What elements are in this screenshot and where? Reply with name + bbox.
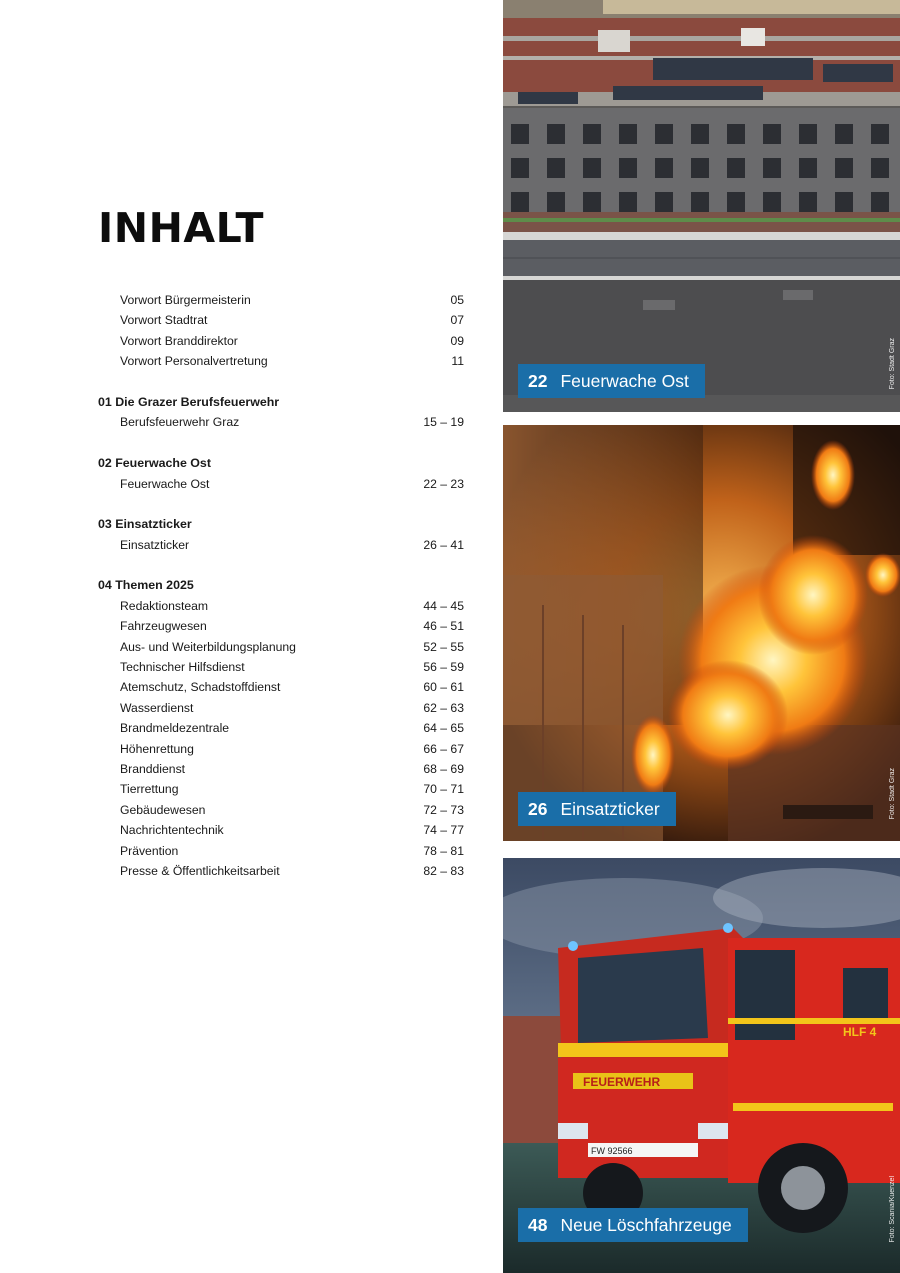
building-window [547,192,565,212]
toc-entry[interactable] [98,310,464,330]
toc-section [98,392,464,433]
toc-entry[interactable] [98,739,464,759]
building-window [835,192,853,212]
feature-page-number: 26 [528,798,548,819]
toc-entry-label: Tierrettung [120,782,179,797]
toc-entry-pages: 64 – 65 [423,721,464,736]
toc-entry[interactable] [98,698,464,718]
toc-entry[interactable] [98,718,464,738]
building-window [763,192,781,212]
toc-entry[interactable] [98,535,464,555]
toc-entry[interactable] [98,616,464,636]
table-of-contents [98,290,464,881]
toc-entry-pages: 74 – 77 [423,823,464,838]
building-window [511,158,529,178]
building-window [583,124,601,144]
building-window [511,124,529,144]
building-window [763,124,781,144]
toc-section-heading[interactable]: 03 Einsatzticker [98,517,192,532]
building-window [835,124,853,144]
toc-entry[interactable] [98,759,464,779]
building-window [727,192,745,212]
photo-credit: Foto: Stadt Graz [889,338,896,390]
toc-entry-pages: 07 [450,313,464,328]
building-window [619,124,637,144]
toc-entry-label: Fahrzeugwesen [120,619,207,634]
toc-entry-pages: 82 – 83 [423,863,464,878]
toc-entry[interactable] [98,779,464,799]
building-window [619,158,637,178]
toc-entry-pages: 15 – 19 [423,415,464,430]
toc-entry-label: Höhenrettung [120,741,194,756]
toc-entry[interactable] [98,841,464,861]
building-window [763,158,781,178]
toc-entry-label: Aus- und Weiterbildungsplanung [120,639,296,654]
toc-entry-label: Berufsfeuerwehr Graz [120,415,240,430]
building-photo [503,0,900,412]
toc-entry-pages: 11 [451,354,464,369]
building-window [799,124,817,144]
building-window [511,192,529,212]
toc-entry[interactable] [98,677,464,697]
building-window [727,124,745,144]
toc-entry-pages: 56 – 59 [423,660,464,675]
truck-door-text: FEUERWEHR [583,1075,661,1089]
toc-entry-pages: 66 – 67 [423,741,464,756]
toc-entry-label: Vorwort Stadtrat [120,313,208,328]
toc-entry-pages: 22 – 23 [423,476,464,491]
building-window [583,158,601,178]
building-window [871,124,889,144]
toc-entry-label: Presse & Öffentlichkeitsarbeit [120,863,280,878]
toc-entry[interactable] [98,290,464,310]
building-window [799,158,817,178]
toc-entry[interactable] [98,861,464,881]
toc-entry-pages: 46 – 51 [423,619,464,634]
feature-label: Einsatzticker [560,798,660,819]
toc-entry-label: Feuerwache Ost [120,476,210,491]
toc-entry[interactable] [98,412,464,432]
toc-entry-pages: 72 – 73 [423,802,464,817]
toc-entry[interactable] [98,331,464,351]
toc-entry-pages: 60 – 61 [423,680,464,695]
toc-entry-label: Atemschutz, Schadstoffdienst [120,680,281,695]
toc-entry-pages: 78 – 81 [423,843,464,858]
building-window [619,192,637,212]
toc-entry-label: Wasserdienst [120,700,194,715]
toc-entry[interactable] [98,657,464,677]
building-window [547,158,565,178]
toc-entry-pages: 52 – 55 [423,639,464,654]
truck-plate: FW 92566 [591,1146,633,1156]
building-window [691,124,709,144]
building-window [691,192,709,212]
building-window [835,158,853,178]
feature-photo-feuerwache[interactable] [503,0,900,412]
feature-tag[interactable] [518,364,705,398]
toc-section [98,575,464,881]
toc-section [98,514,464,555]
toc-section-heading[interactable]: 02 Feuerwache Ost [98,456,211,471]
toc-entry[interactable] [98,596,464,616]
toc-section-heading[interactable]: 01 Die Grazer Berufsfeuerwehr [98,394,280,409]
truck-side-text: HLF 4 [843,1025,877,1039]
toc-entry-pages: 05 [450,293,464,307]
toc-entry-pages: 44 – 45 [423,598,464,613]
toc-entry-label: Einsatzticker [120,537,190,552]
toc-entry[interactable] [98,474,464,494]
feature-tag[interactable] [518,1208,748,1242]
toc-entry-pages: 70 – 71 [423,782,464,797]
feature-page-number: 22 [528,370,548,391]
building-window [799,192,817,212]
toc-entry-label: Vorwort Personalvertretung [120,354,268,369]
photo-credit: Foto: Stadt Graz [889,768,896,820]
toc-entry-label: Gebäudewesen [120,802,206,817]
toc-entry[interactable] [98,351,464,371]
feature-tag[interactable] [518,792,676,826]
building-window [871,192,889,212]
fire-photo [503,425,900,841]
toc-entry[interactable] [98,820,464,840]
toc-entry-label: Branddienst [120,761,186,776]
feature-label: Neue Löschfahrzeuge [560,1214,732,1235]
building-window [727,158,745,178]
building-window [691,158,709,178]
toc-entry-label: Technischer Hilfsdienst [120,660,245,675]
feature-label: Feuerwache Ost [560,370,689,391]
feature-photo-loeschfahrzeuge[interactable] [503,858,900,1273]
building-window [655,192,673,212]
toc-entry-pages: 09 [450,333,464,348]
toc-entry-label: Vorwort Branddirektor [120,333,238,348]
building-window [655,124,673,144]
building-window [871,158,889,178]
toc-section [98,453,464,494]
toc-entry-label: Vorwort Bürgermeisterin [120,293,251,307]
toc-entry-pages: 62 – 63 [423,700,464,715]
toc-entry-label: Redaktionsteam [120,598,209,613]
photo-credit: Foto: Scania/Kuenzel [889,1176,896,1243]
toc-entry-pages: 26 – 41 [423,537,464,552]
toc-entry[interactable] [98,637,464,657]
page-title: INHALT [98,204,264,252]
feature-page-number: 48 [528,1214,548,1235]
toc-entry-label: Prävention [120,843,179,858]
toc-entry-pages: 68 – 69 [423,761,464,776]
toc-entry-label: Brandmeldezentrale [120,721,230,736]
toc-section-heading[interactable]: 04 Themen 2025 [98,578,194,593]
toc-entry-label: Nachrichtentechnik [120,823,224,838]
building-window [583,192,601,212]
feature-photo-einsatzticker[interactable] [503,425,900,841]
building-window [655,158,673,178]
building-window [547,124,565,144]
toc-entry[interactable] [98,800,464,820]
